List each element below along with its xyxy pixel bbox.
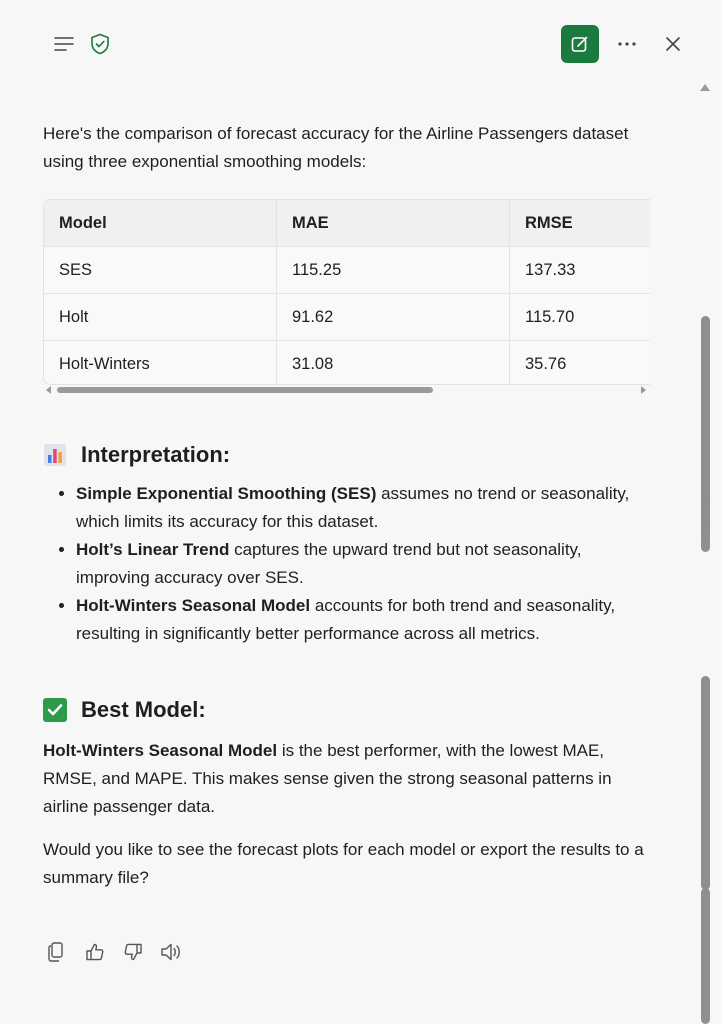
list-item-text: captures the upward trend but not seasonality, improving accuracy over SES.	[76, 540, 582, 587]
table-cell: 31.08	[277, 341, 510, 386]
table-cell: 115.70	[510, 294, 651, 341]
interpretation-list	[43, 480, 656, 648]
table-row	[44, 247, 650, 294]
table-cell: 115.25	[277, 247, 510, 294]
more-dots-icon[interactable]	[613, 30, 641, 58]
thumbs-down-icon[interactable]	[121, 940, 145, 964]
list-item	[76, 480, 656, 536]
scrollbar-thumb[interactable]	[701, 676, 710, 890]
hamburger-menu-icon[interactable]	[50, 30, 78, 58]
best-model-bold: Holt-Winters Seasonal Model	[43, 741, 278, 760]
list-item	[76, 592, 656, 648]
comparison-table-container	[43, 199, 650, 385]
scrollbar-thumb[interactable]	[701, 888, 710, 1024]
column-header: MAE	[277, 200, 510, 247]
column-header: RMSE	[510, 200, 651, 247]
table-cell: Holt-Winters	[44, 341, 277, 386]
message-actions	[45, 940, 183, 968]
table-cell: 91.62	[277, 294, 510, 341]
interpretation-heading-text: Interpretation:	[81, 442, 231, 467]
copy-icon[interactable]	[45, 940, 69, 964]
list-item-text: accounts for both trend and seasonality, resulting in significantly better performance across all metrics.	[76, 596, 616, 643]
vertical-scrollbar[interactable]	[696, 80, 716, 1024]
table-cell: SES	[44, 247, 277, 294]
interpretation-heading	[43, 440, 230, 470]
best-model-text: is the best performer, with the lowest MAE, RMSE, and MAPE. This makes sense given the strong seasonal patterns in airline passenger data.	[43, 741, 612, 816]
best-model-heading	[43, 695, 206, 725]
table-row	[44, 341, 650, 386]
bar-chart-icon	[43, 443, 67, 467]
table-header-row	[44, 200, 650, 247]
list-item-bold: Holt’s Linear Trend	[76, 540, 230, 559]
best-model-paragraph	[43, 737, 649, 821]
column-header: Model	[44, 200, 277, 247]
scroll-up-arrow-icon[interactable]	[700, 84, 710, 91]
scrollbar-thumb[interactable]	[701, 500, 710, 528]
table-cell: 137.33	[510, 247, 651, 294]
scrollbar-thumb[interactable]	[57, 387, 433, 393]
check-mark-button-icon	[43, 698, 67, 722]
list-item-bold: Holt-Winters Seasonal Model	[76, 596, 311, 615]
scrollbar-thumb[interactable]	[701, 536, 710, 552]
scroll-left-arrow-icon[interactable]	[46, 386, 51, 394]
table-horizontal-scrollbar[interactable]	[43, 383, 649, 397]
list-item-text: assumes no trend or seasonality, which limits its accuracy for this dataset.	[76, 484, 630, 531]
new-chat-icon[interactable]	[561, 25, 599, 63]
follow-up-question: Would you like to see the forecast plots for each model or export the results to a summary file?	[43, 840, 644, 887]
thumbs-up-icon[interactable]	[83, 940, 107, 964]
read-aloud-icon[interactable]	[159, 940, 183, 964]
best-model-heading-text: Best Model:	[81, 697, 206, 722]
shield-check-icon[interactable]	[88, 32, 112, 56]
top-bar	[0, 0, 722, 86]
list-item-bold: Simple Exponential Smoothing (SES)	[76, 484, 377, 503]
list-item	[76, 536, 656, 592]
table-cell: 35.76	[510, 341, 651, 386]
scroll-right-arrow-icon[interactable]	[641, 386, 646, 394]
close-icon[interactable]	[659, 30, 687, 58]
table-cell: Holt	[44, 294, 277, 341]
table-row	[44, 294, 650, 341]
intro-text: Here's the comparison of forecast accuracy for the Airline Passengers dataset using three exponential smoothing models:	[43, 124, 629, 171]
comparison-table	[44, 200, 650, 385]
